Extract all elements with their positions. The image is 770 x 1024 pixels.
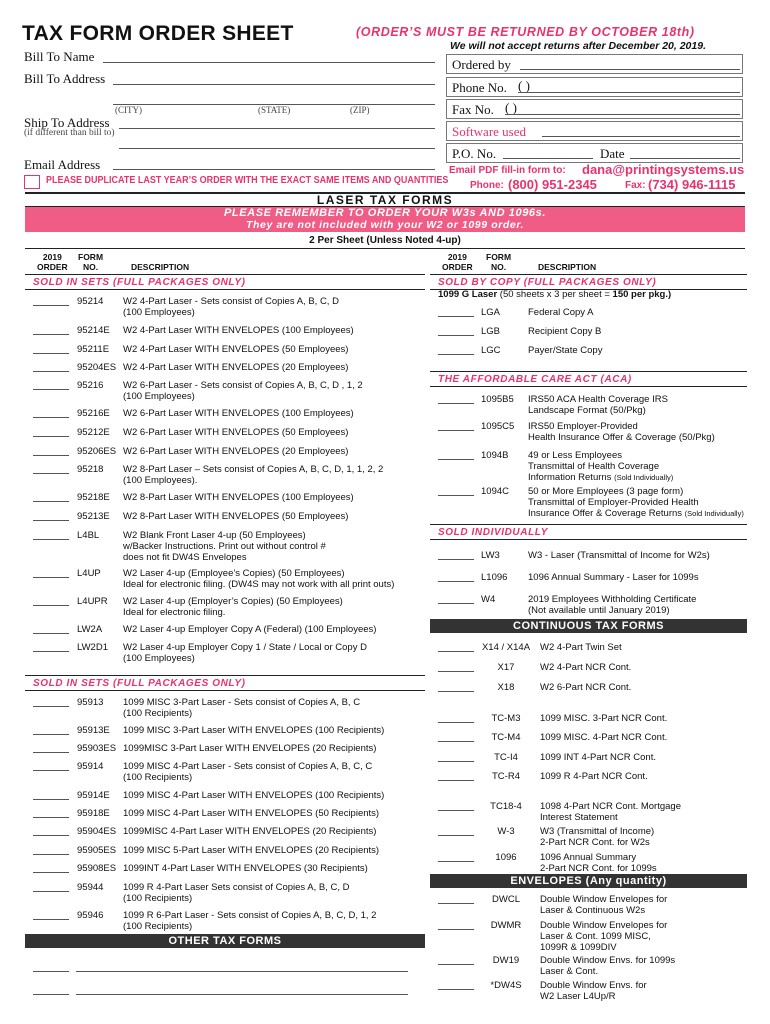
left-no-label: NO. [82,262,99,272]
left-item-l4bl-form-number: L4BL [77,530,100,541]
continuous-item-tc-i4-description [540,752,750,763]
left-item-95204es-desc: W2 4-Part Laser WITH ENVELOPES (20 Employees) [123,362,349,373]
city-caption: (CITY) [115,105,142,115]
envelopes-banner: ENVELOPES (Any quantity) [430,874,747,888]
fax-label: Fax No. [452,102,494,117]
right-item-lga-qty-field[interactable] [438,316,474,317]
aca-item-1095c5-qty-field[interactable] [438,430,474,431]
individual-item-w4-desc: 2019 Employees Withholding Certificate [528,594,697,605]
left-item-95216e-form-number: 95216E [77,408,110,419]
right-item-lgb-form-number: LGB [481,326,501,337]
duplicate-order-note: PLEASE DUPLICATE LAST YEAR’S ORDER WITH THE EXACT SAME ITEMS AND QUANTITIES [46,175,449,186]
continuous-item-tc-r4-form-number: TC-R4 [492,771,520,782]
left2-item-95918e-qty-field[interactable] [33,817,69,818]
envelope-item-dwmr-form-number: DWMR [490,920,522,931]
left-item-95213e-desc: W2 8-Part Laser WITH ENVELOPES (50 Employees) [123,511,349,522]
bill-to-name-label: Bill To Name [24,49,95,64]
individual-item-l1096-qty-field[interactable] [438,581,474,582]
continuous-item-x17-qty-field[interactable] [438,671,474,672]
continuous-item-tc18-4-qty-field[interactable] [438,810,474,811]
other-tax-forms-banner: OTHER TAX FORMS [25,934,425,948]
continuous-item-x18-description [540,682,750,693]
phone-line [518,92,740,93]
left2-item-95914e-desc: 1099 MISC 4-Part Laser WITH ENVELOPES (100 Recipients) [123,790,385,801]
left2-item-95914-form-number: 95914 [77,761,104,772]
bill-to-name-field[interactable] [103,62,435,63]
aca-item-1094c-qty-field[interactable] [438,495,474,496]
aca-item-1095b5-description [528,394,750,416]
left-item-95214e-qty-field[interactable] [33,334,69,335]
left2-item-95913e-form-number: 95913E [77,725,110,736]
left-item-95212e-desc: W2 6-Part Laser WITH ENVELOPES (50 Employees) [123,427,349,438]
left-item-95206es-desc: W2 6-Part Laser WITH ENVELOPES (20 Employees) [123,446,349,457]
continuous-item-x18-form-number: X18 [497,682,515,693]
aca-item-1095b5-desc: IRS50 ACA Health Coverage IRS [528,394,668,405]
phone-area-code: ( ) [518,78,530,93]
left-item-95214-desc2: (100 Employees) [123,307,195,318]
left2-item-95914-desc: 1099 MISC 4-Part Laser - Sets consist of Copies A, B, C, C [123,761,373,772]
continuous-item-1096-desc: 1096 Annual Summary [540,852,637,863]
left-item-95211e-desc: W2 4-Part Laser WITH ENVELOPES (50 Employees) [123,344,349,355]
left2-item-95913-desc: 1099 MISC 3-Part Laser - Sets consist of Copies A, B, C [123,697,361,708]
continuous-item-tc-m3-desc: 1099 MISC. 3-Part NCR Cont. [540,713,668,724]
1099g-label: 1099 G Laser [438,289,498,300]
aca-item-1094b-desc-tail [528,472,750,483]
continuous-item-tc18-4-desc2: Interest Statement [540,812,618,823]
aca-item-1095b5-form-number: 1095B5 [481,394,514,405]
left-item-lw2a-qty-field[interactable] [33,633,69,634]
continuous-item-1096-qty-field[interactable] [438,861,474,862]
email-address-field[interactable] [113,169,435,170]
date-label: Date [600,146,625,161]
reminder-banner [25,207,745,232]
other-form-desc-1[interactable] [76,971,408,972]
continuous-item-tc-m3-qty-field[interactable] [438,722,474,723]
left-item-l4up-desc: W2 Laser 4-up (Employee’s Copies) (50 Employees) [123,568,345,579]
email-prefix: Email PDF fill-in form to: [449,165,566,176]
aca-section-header [430,371,747,387]
continuous-item-tc-m3-form-number: TC-M3 [491,713,521,724]
right-item-lgc-qty-field[interactable] [438,354,474,355]
aca-item-1095c5-desc2: Health Insurance Offer & Coverage (50/Pkg) [528,432,715,443]
left2-item-95946-form-number: 95946 [77,910,104,921]
continuous-item-tc-i4-qty-field[interactable] [438,761,474,762]
zip-caption: (ZIP) [350,105,370,115]
left2-item-95918e-form-number: 95918E [77,808,110,819]
left-item-95218-qty-field[interactable] [33,473,69,474]
left-item-95214e-form-number: 95214E [77,325,110,336]
email-address-label: Email Address [24,157,101,172]
continuous-item-1096-description [540,852,750,874]
left-item-95216e-qty-field[interactable] [33,417,69,418]
ship-to-address-line2-field[interactable] [119,148,435,149]
right-section-1-title: SOLD BY COPY (FULL PACKAGES ONLY) [438,277,657,288]
left-item-95211e-form-number: 95211E [77,344,110,355]
phone-label: Phone No. [452,80,507,95]
continuous-item-x14-x14a-qty-field[interactable] [438,651,474,652]
left-item-95204es-qty-field[interactable] [33,371,69,372]
envelope-item-dw19-description [540,955,750,977]
left2-item-95903es-desc: 1099MISC 3-Part Laser WITH ENVELOPES (20 Recipients) [123,743,377,754]
left2-item-95904es-form-number: 95904ES [77,826,117,837]
right-year-label: 2019 [447,252,467,262]
envelope-item-dwcl-desc: Double Window Envelopes for [540,894,668,905]
right-col-form-header [486,252,511,272]
ship-to-address-field[interactable] [119,128,435,129]
left-item-95216-desc2: (100 Employees) [123,391,195,402]
left-item-95214-form-number: 95214 [77,296,104,307]
envelope-item--dw4s-desc: Double Window Envs. for [540,980,647,991]
aca-section-title: THE AFFORDABLE CARE ACT (ACA) [438,374,632,385]
contact-phone: (800) 951-2345 [508,177,597,192]
aca-item-1094b-sold-individually-note: (Sold Individually) [614,473,674,482]
aca-item-1094c-desc2: Transmittal of Employer-Provided Health [528,497,699,508]
1099g-laser-line [438,289,671,300]
po-number-line [503,158,593,159]
continuous-item-tc-m4-description [540,732,750,743]
left-item-lw2d1-qty-field[interactable] [33,651,69,652]
continuous-tax-forms-banner: CONTINUOUS TAX FORMS [430,619,747,633]
fax-line [505,114,740,115]
left-col-description-header: DESCRIPTION [131,262,190,272]
envelope-item-dwcl-form-number: DWCL [492,894,520,905]
returns-note: We will not accept returns after December 20, 2019. [450,40,706,52]
orders-deadline-note: (ORDER’S MUST BE RETURNED BY OCTOBER 18th) [356,25,695,39]
left-item-95218e-form-number: 95218E [77,492,110,503]
left-form-label: FORM [78,252,104,262]
left-section-2-header [25,675,425,691]
aca-item-1095b5-desc2: Landscape Format (50/Pkg) [528,405,646,416]
po-number-label: P.O. No. [452,146,497,161]
ship-to-note: (if different than bill to) [24,128,115,138]
sold-individually-title: SOLD INDIVIDUALLY [438,527,549,538]
date-line [630,158,740,159]
fax-prefix: Fax: [625,180,646,191]
per-sheet-note: 2 Per Sheet (Unless Noted 4-up) [25,233,745,249]
sold-individually-header [430,524,747,540]
left-item-lw2d1-desc: W2 Laser 4-up Employer Copy 1 / State / Local or Copy D [123,642,367,653]
individual-item-w4-qty-field[interactable] [438,603,474,604]
left-item-lw2d1-desc2: (100 Employees) [123,653,195,664]
left2-item-95913-form-number: 95913 [77,697,104,708]
left2-item-95905es-form-number: 95905ES [77,845,117,856]
left-item-l4bl-qty-field[interactable] [33,539,69,540]
continuous-item-x17-desc: W2 4-Part NCR Cont. [540,662,632,673]
aca-item-1095c5-form-number: 1095C5 [481,421,515,432]
left2-item-95944-desc2: (100 Recipients) [123,893,193,904]
left-item-l4bl-desc2: w/Backer Instructions. Print out without control # [123,541,326,552]
envelope-item-dwmr-desc3: 1099R & 1099DIV [540,942,617,953]
ship-to-address-label: Ship To Address [24,115,110,130]
left-item-l4bl-desc3: does not fit DW4S Envelopes [123,552,247,563]
left2-item-95918e-desc: 1099 MISC 4-Part Laser WITH ENVELOPES (50 Recipients) [123,808,380,819]
right-item-lgb-desc: Recipient Copy B [528,326,602,337]
aca-item-1094b-desc: 49 or Less Employees [528,450,622,461]
left-item-95211e-qty-field[interactable] [33,353,69,354]
left-item-95216-desc: W2 6-Part Laser - Sets consist of Copies A, B, C, D , 1, 2 [123,380,363,391]
left2-item-95914-desc2: (100 Recipients) [123,772,193,783]
left-item-95216-qty-field[interactable] [33,389,69,390]
aca-item-1094c-desc3: Insurance Offer & Coverage Returns [528,508,683,519]
envelope-item-dwcl-qty-field[interactable] [438,903,474,904]
left-item-95206es-form-number: 95206ES [77,446,117,457]
left-item-95218-form-number: 95218 [77,464,104,475]
left2-item-95905es-qty-field[interactable] [33,854,69,855]
continuous-item-x18-qty-field[interactable] [438,691,474,692]
left2-item-95903es-form-number: 95903ES [77,743,117,754]
individual-item-l1096-desc: 1096 Annual Summary - Laser for 1099s [528,572,699,583]
left2-item-95946-qty-field[interactable] [33,919,69,920]
individual-item-w4-desc2: (Not available until January 2019) [528,605,670,616]
1099g-pkg: 150 per pkg.) [612,289,672,300]
left2-item-95914e-description [123,790,750,801]
state-caption: (STATE) [258,105,291,115]
bill-to-address-label: Bill To Address [24,71,106,86]
aca-item-1094b-description [528,450,750,483]
left2-item-95904es-qty-field[interactable] [33,835,69,836]
envelope-item-dw19-qty-field[interactable] [438,964,474,965]
aca-item-1094b-form-number: 1094B [481,450,509,461]
aca-item-1094c-sold-individually-note: (Sold Individually) [684,509,744,518]
left-item-l4upr-desc: W2 Laser 4-up (Employer’s Copies) (50 Employees) [123,596,343,607]
other-form-qty-2[interactable] [33,994,69,995]
left-item-lw2a-desc: W2 Laser 4-up Employer Copy A (Federal) (100 Employees) [123,624,377,635]
left-item-95212e-form-number: 95212E [77,427,110,438]
left-item-95214-desc: W2 4-Part Laser - Sets consist of Copies A, B, C, D [123,296,339,307]
other-form-qty-1[interactable] [33,971,69,972]
left2-item-95904es-desc: 1099MISC 4-Part Laser WITH ENVELOPES (20 Recipients) [123,826,377,837]
left-item-l4up-form-number: L4UP [77,568,101,579]
envelope-item-dwmr-desc2: Laser & Cont. 1099 MISC, [540,931,651,942]
left2-item-95913-qty-field[interactable] [33,706,69,707]
left-order-label: ORDER [37,262,68,272]
envelope-item-dwmr-desc: Double Window Envelopes for [540,920,668,931]
continuous-item-w-3-form-number: W-3 [497,826,515,837]
left-section-1-title: SOLD IN SETS (FULL PACKAGES ONLY) [33,277,246,288]
reminder-line-1: PLEASE REMEMBER TO ORDER YOUR W3s AND 1096s. [223,207,547,219]
other-form-desc-2[interactable] [76,994,408,995]
left-section-1-header [25,274,425,290]
software-used-label: Software used [452,124,527,139]
contact-fax: (734) 946-1115 [648,177,736,192]
continuous-item-tc-m3-description [540,713,750,724]
individual-item-lw3-desc: W3 - Laser (Transmittal of Income for W2s) [528,550,710,561]
left-item-95214e-desc: W2 4-Part Laser WITH ENVELOPES (100 Employees) [123,325,354,336]
aca-item-1094c-form-number: 1094C [481,486,509,497]
envelope-item-dw19-form-number: DW19 [492,955,520,966]
left2-item-95908es-desc: 1099INT 4-Part Laser WITH ENVELOPES (30 Recipients) [123,863,368,874]
right-col-description-header: DESCRIPTION [538,262,597,272]
aca-item-1094c-desc-tail [528,508,750,519]
right-item-lgc-form-number: LGC [481,345,501,356]
continuous-item-tc-r4-description [540,771,750,782]
left-item-95204es-form-number: 95204ES [77,362,117,373]
envelope-item-dwcl-desc2: Laser & Continuous W2s [540,905,646,916]
left2-item-95946-desc: 1099 R 6-Part Laser - Sets consist of Copies A, B, C, D, 1, 2 [123,910,377,921]
left-item-95216e-desc: W2 6-Part Laser WITH ENVELOPES (100 Employees) [123,408,354,419]
left-item-95213e-form-number: 95213E [77,511,110,522]
right-item-lgb-description [528,326,750,337]
continuous-item-w-3-qty-field[interactable] [438,835,474,836]
duplicate-order-checkbox[interactable] [24,175,40,189]
left2-item-95944-qty-field[interactable] [33,891,69,892]
envelope-item-dwmr-description [540,920,750,953]
envelope-item-dwmr-qty-field[interactable] [438,929,474,930]
envelope-item--dw4s-qty-field[interactable] [438,989,474,990]
left-item-95218e-qty-field[interactable] [33,501,69,502]
left2-item-95905es-desc: 1099 MISC 5-Part Laser WITH ENVELOPES (20 Recipients) [123,845,380,856]
envelope-item-dw19-desc2: Laser & Cont. [540,966,599,977]
individual-item-l1096-description [528,572,750,583]
envelope-item--dw4s-description [540,980,750,1002]
left-item-l4bl-desc: W2 Blank Front Laser 4-up (50 Employees) [123,530,306,541]
left-item-lw2a-form-number: LW2A [77,624,103,635]
left-item-95218-desc2: (100 Employees). [123,475,198,486]
right-section-1-header [430,274,747,290]
1099g-note: (50 sheets x 3 per sheet = [499,289,613,300]
left-item-l4upr-form-number: L4UPR [77,596,108,607]
laser-tax-forms-banner: LASER TAX FORMS [25,192,745,207]
continuous-item-tc-r4-qty-field[interactable] [438,780,474,781]
left2-item-95914-qty-field[interactable] [33,770,69,771]
aca-item-1094b-desc2: Transmittal of Health Coverage [528,461,660,472]
individual-item-l1096-form-number: L1096 [481,572,508,583]
continuous-item-tc18-4-form-number: TC18-4 [490,801,522,812]
left2-item-95914e-qty-field[interactable] [33,799,69,800]
fax-area-code: ( ) [505,100,517,115]
left2-item-95944-desc: 1099 R 4-Part Laser Sets consist of Copies A, B, C, D [123,882,350,893]
ordered-by-label: Ordered by [452,57,511,72]
aca-item-1095c5-description [528,421,750,443]
left2-item-95913e-desc: 1099 MISC 3-Part Laser WITH ENVELOPES (100 Recipients) [123,725,385,736]
continuous-item-x17-form-number: X17 [497,662,515,673]
contact-email-link[interactable]: dana@printingsystems.us [582,162,745,177]
continuous-item-tc-i4-form-number: TC-I4 [494,752,518,763]
continuous-item-tc-m4-qty-field[interactable] [438,741,474,742]
left2-item-95908es-form-number: 95908ES [77,863,117,874]
envelope-item--dw4s-desc2: W2 Laser L4Up/R [540,991,616,1002]
left-item-95212e-qty-field[interactable] [33,436,69,437]
left-item-95214-qty-field[interactable] [33,305,69,306]
continuous-item-w-3-desc: W3 (Transmittal of Income) [540,826,655,837]
left-item-95206es-qty-field[interactable] [33,455,69,456]
right-item-lgb-qty-field[interactable] [438,335,474,336]
left-item-l4upr-qty-field[interactable] [33,605,69,606]
individual-item-lw3-form-number: LW3 [481,550,500,561]
left-item-95218e-desc: W2 8-Part Laser WITH ENVELOPES (100 Employees) [123,492,354,503]
continuous-item-tc18-4-description [540,801,750,823]
aca-item-1094c-desc: 50 or More Employees (3 page form) [528,486,684,497]
continuous-item-tc18-4-desc: 1098 4-Part NCR Cont. Mortgage [540,801,681,812]
continuous-item-tc-r4-desc: 1099 R 4-Part NCR Cont. [540,771,648,782]
continuous-item-tc-m4-form-number: TC-M4 [491,732,521,743]
right-item-lgc-desc: Payer/State Copy [528,345,603,356]
left2-item-95913-desc2: (100 Recipients) [123,708,193,719]
right-order-label: ORDER [442,262,473,272]
right-item-lga-description [528,307,750,318]
reminder-line-2: They are not included with your W2 or 1099 order. [246,219,524,231]
left-item-95218-desc: W2 8-Part Laser – Sets consist of Copies A, B, C, D, 1, 1, 2, 2 [123,464,384,475]
bill-to-address-field[interactable] [113,84,435,85]
continuous-item-x14-x14a-desc: W2 4-Part Twin Set [540,642,622,653]
right-item-lga-form-number: LGA [481,307,501,318]
right-item-lgc-description [528,345,750,356]
left2-item-95908es-qty-field[interactable] [33,872,69,873]
left2-item-95914e-form-number: 95914E [77,790,110,801]
envelope-item-dw19-desc: Double Window Envs. for 1099s [540,955,676,966]
left-col-form-header [78,252,103,272]
continuous-item-x14-x14a-description [540,642,750,653]
left-item-l4up-desc2: Ideal for electronic filing. (DW4S may not work with all print outs) [123,579,395,590]
right-form-label: FORM [486,252,512,262]
envelope-item-dwcl-description [540,894,750,916]
left2-item-95944-form-number: 95944 [77,882,104,893]
continuous-item-x18-desc: W2 6-Part NCR Cont. [540,682,632,693]
continuous-item-1096-desc2: 2-Part NCR Cont. for 1099s [540,863,657,874]
individual-item-lw3-description [528,550,750,561]
continuous-item-tc-m4-desc: 1099 MISC. 4-Part NCR Cont. [540,732,668,743]
individual-item-w4-form-number: W4 [481,594,496,605]
phone-prefix: Phone: [470,180,504,191]
left-item-l4up-qty-field[interactable] [33,577,69,578]
continuous-item-x17-description [540,662,750,673]
aca-item-1094c-description [528,486,750,519]
left-item-95213e-qty-field[interactable] [33,520,69,521]
aca-item-1095b5-qty-field[interactable] [438,403,474,404]
right-col-order-header [442,252,473,272]
individual-item-lw3-qty-field[interactable] [438,559,474,560]
continuous-item-x14-x14a-form-number: X14 / X14A [481,642,531,653]
continuous-item-tc-i4-desc: 1099 INT 4-Part NCR Cont. [540,752,656,763]
continuous-item-w-3-description [540,826,750,848]
continuous-item-1096-form-number: 1096 [495,852,517,863]
left2-item-95903es-qty-field[interactable] [33,752,69,753]
individual-item-w4-description [528,594,750,616]
left-year-label: 2019 [42,252,62,262]
aca-item-1095c5-desc: IRS50 Employer-Provided [528,421,638,432]
page-title: TAX FORM ORDER SHEET [22,22,294,45]
left2-item-95913e-qty-field[interactable] [33,734,69,735]
right-no-label: NO. [490,262,507,272]
aca-item-1094b-qty-field[interactable] [438,459,474,460]
aca-item-1094b-desc3: Information Returns [528,472,612,483]
continuous-item-w-3-desc2: 2-Part NCR Cont. for W2s [540,837,650,848]
ordered-by-line [520,69,740,70]
left-item-95216-form-number: 95216 [77,380,104,391]
left-item-l4upr-desc2: Ideal for electronic filing. [123,607,226,618]
left2-item-95946-desc2: (100 Recipients) [123,921,193,932]
software-used-line [542,136,740,137]
left-item-lw2d1-form-number: LW2D1 [77,642,108,653]
left-section-2-title: SOLD IN SETS (FULL PACKAGES ONLY) [33,678,246,689]
left-col-order-header [37,252,68,272]
right-item-lga-desc: Federal Copy A [528,307,594,318]
envelope-item--dw4s-form-number: *DW4S [490,980,522,991]
